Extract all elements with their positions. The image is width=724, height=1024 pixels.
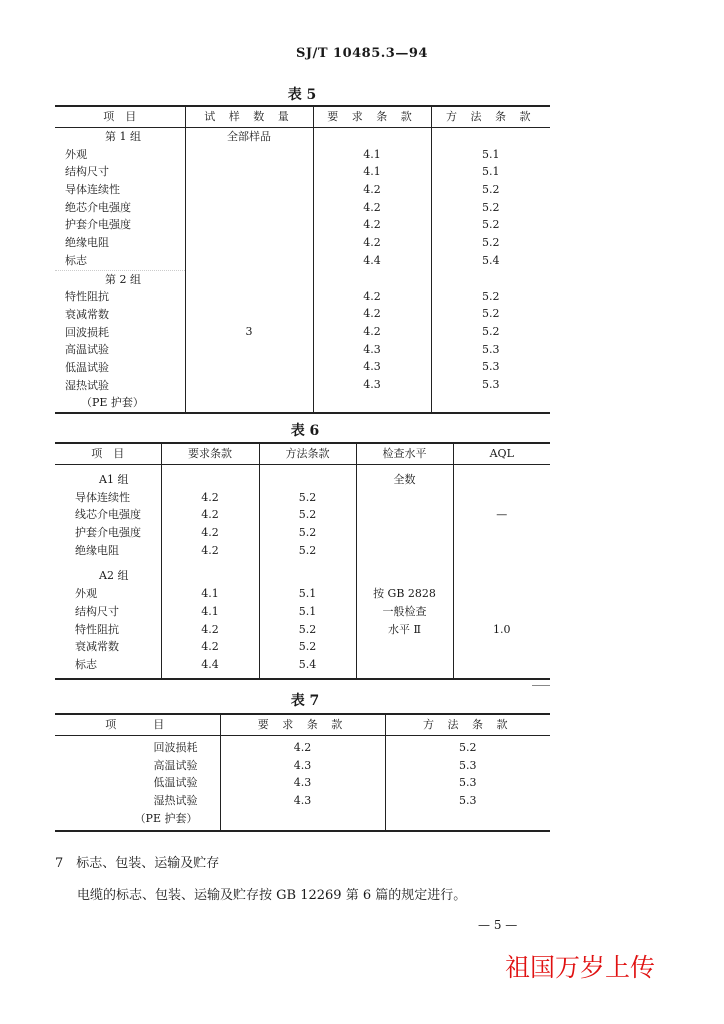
table-cell: 4.2 — [363, 218, 381, 232]
divider — [532, 685, 550, 686]
table7-header-item: 项 目 — [55, 714, 220, 736]
table-cell: 5.2 — [298, 490, 317, 504]
table-cell: 4.2 — [363, 236, 381, 250]
table-cell: 4.4 — [201, 657, 219, 671]
group2-sample: 3 — [245, 325, 253, 339]
table-cell: 低温试验 — [153, 776, 198, 790]
table-cell: 结构尺寸 — [75, 604, 119, 618]
table-cell: 导体连续性 — [75, 490, 130, 504]
table-cell: 4.1 — [363, 147, 381, 161]
a2-level-line: 水平 Ⅱ — [388, 622, 421, 636]
table-cell: 5.2 — [482, 200, 500, 214]
table-cell: 5.4 — [298, 657, 317, 671]
table5 — [55, 105, 550, 414]
section-title: 7 标志、包装、运输及贮存 — [55, 856, 220, 871]
table-cell: 衰减常数 — [65, 307, 109, 321]
table-cell: 5.3 — [459, 776, 477, 790]
table-cell: 5.2 — [482, 289, 500, 303]
table6-group-a2 — [55, 567, 550, 678]
table7-body — [55, 736, 550, 832]
table-cell: 绝芯介电强度 — [65, 200, 131, 214]
table7-header-method: 方 法 条 款 — [385, 714, 550, 736]
table-cell: 4.3 — [363, 360, 381, 374]
table6-header-level: 检查水平 — [356, 443, 453, 465]
table-cell: 护套介电强度 — [65, 218, 131, 232]
document-header: SJ/T 10485.3—94 — [296, 46, 428, 61]
table-cell: 5.1 — [482, 165, 500, 179]
page-number: — 5 — — [478, 918, 518, 932]
table-cell: 5.2 — [482, 218, 500, 232]
table5-header-sample: 试 样 数 量 — [185, 106, 313, 128]
table5-header-method: 方 法 条 款 — [431, 106, 550, 128]
table-cell: 绝缘电阻 — [75, 543, 119, 557]
table-cell: 绝缘电阻 — [65, 236, 109, 250]
table-cell: 5.2 — [482, 307, 500, 321]
table-cell: 4.2 — [363, 325, 381, 339]
table6-header-aql: AQL — [453, 443, 550, 465]
table-cell: 4.1 — [201, 587, 219, 601]
table5-caption: 表 5 — [287, 87, 317, 103]
table-cell: 5.3 — [459, 758, 477, 772]
a2-level-line: 按 GB 2828 — [373, 587, 436, 601]
table-cell: 4.2 — [293, 741, 312, 754]
table6-group-a1 — [55, 465, 550, 568]
table-cell: 护套介电强度 — [75, 526, 141, 540]
a2-aql: 1.0 — [493, 622, 511, 636]
table-cell: 高温试验 — [153, 758, 198, 772]
table6-caption: 表 6 — [290, 423, 320, 439]
table7 — [55, 713, 550, 832]
table-cell: 5.2 — [298, 640, 317, 654]
table-cell: 外观 — [75, 587, 97, 601]
table6-header-item: 项 目 — [55, 443, 161, 465]
table-cell: 5.2 — [459, 741, 477, 754]
table6 — [55, 442, 550, 680]
table-cell: 标志 — [75, 657, 97, 671]
table-cell: 4.2 — [201, 543, 219, 557]
table-cell: 4.1 — [201, 604, 219, 618]
table-cell: （PE 护套） — [81, 396, 144, 410]
table-cell: 线芯介电强度 — [75, 508, 141, 522]
table-cell: 4.2 — [363, 307, 381, 321]
table7-header-req: 要 求 条 款 — [220, 714, 385, 736]
table-cell: 回波损耗 — [65, 325, 109, 339]
table-cell: 外观 — [65, 147, 87, 161]
table-cell: 4.2 — [363, 183, 381, 197]
a1-title: A1 组 — [99, 473, 129, 486]
a1-level: 全数 — [393, 473, 416, 486]
group1-title: 第 1 组 — [105, 130, 141, 143]
table-cell: 4.3 — [293, 794, 312, 808]
table-cell: （PE 护套） — [134, 811, 198, 825]
table6-header-req: 要求条款 — [161, 443, 259, 465]
table5-header-item: 项 目 — [55, 106, 185, 128]
table7-caption: 表 7 — [290, 693, 320, 709]
table-cell: 5.3 — [482, 360, 500, 374]
table-cell: 5.2 — [298, 526, 317, 540]
table-cell: 4.2 — [201, 526, 219, 540]
table-cell: 5.1 — [298, 587, 317, 601]
table-cell: 高温试验 — [65, 343, 109, 357]
table-cell: 5.1 — [298, 604, 317, 618]
table5-group1 — [55, 128, 550, 271]
table-cell: 5.2 — [298, 622, 317, 636]
table-cell: 4.3 — [363, 378, 381, 392]
table-cell: 4.2 — [363, 289, 381, 303]
upload-watermark: 祖国万岁上传 — [505, 953, 656, 982]
table-cell: 特性阻抗 — [65, 290, 109, 304]
table-cell: 湿热试验 — [153, 794, 198, 808]
table-cell: 回波损耗 — [153, 741, 198, 754]
a2-title: A2 组 — [99, 569, 129, 583]
table-cell: 5.2 — [482, 325, 500, 339]
table-cell: 4.2 — [201, 508, 219, 522]
table-cell: 4.3 — [293, 758, 312, 772]
table-cell: 4.3 — [363, 342, 381, 356]
a2-level-line: 一般检查 — [382, 604, 427, 618]
table-cell: 4.2 — [201, 622, 219, 636]
group2-title: 第 2 组 — [105, 272, 141, 286]
table5-group2 — [55, 270, 550, 413]
table-cell: 5.2 — [482, 183, 500, 197]
table6-header-method: 方法条款 — [259, 443, 356, 465]
group1-sample: 全部样品 — [227, 130, 271, 143]
table-cell: 导体连续性 — [65, 183, 120, 197]
table-cell: 4.2 — [201, 490, 219, 504]
table-cell: 低温试验 — [65, 360, 109, 374]
table-cell: 特性阻抗 — [75, 622, 119, 636]
table5-header-req: 要 求 条 款 — [313, 106, 431, 128]
table-cell: 衰减常数 — [75, 640, 119, 654]
table-cell: 湿热试验 — [65, 378, 109, 392]
table-cell: 4.3 — [293, 776, 312, 790]
table-cell: 4.4 — [363, 253, 381, 267]
table-cell: 标志 — [65, 253, 87, 267]
table-cell: 4.1 — [363, 165, 381, 179]
table-cell: 结构尺寸 — [65, 165, 109, 179]
table-cell: 5.2 — [482, 236, 500, 250]
table-cell: 4.2 — [201, 640, 219, 654]
table-cell: 5.2 — [298, 543, 317, 557]
section-body: 电缆的标志、包装、运输及贮存按 GB 12269 第 6 篇的规定进行。 — [77, 888, 467, 903]
table-cell: 5.1 — [482, 147, 500, 161]
a1-aql: — — [496, 508, 508, 522]
table-cell: 4.2 — [363, 200, 381, 214]
table-cell: 5.3 — [482, 342, 500, 356]
table-cell: 5.3 — [459, 794, 477, 808]
table-cell: 5.3 — [482, 378, 500, 392]
table-cell: 5.2 — [298, 508, 317, 522]
table-cell: 5.4 — [482, 253, 500, 267]
